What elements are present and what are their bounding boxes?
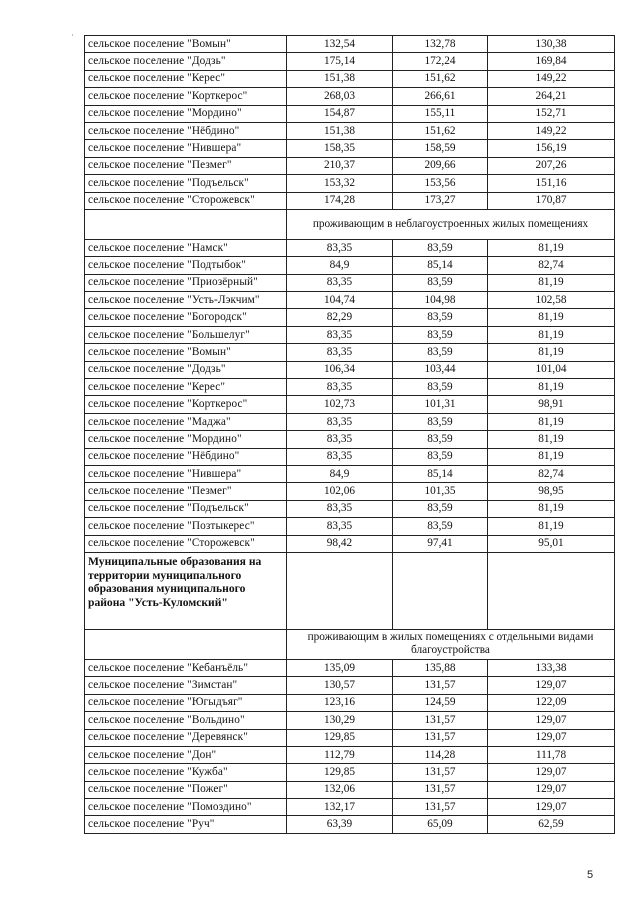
table-row xyxy=(85,448,615,465)
empty-cell xyxy=(85,209,287,239)
settlement-name: сельское поселение "Руч" xyxy=(85,816,287,833)
table-row xyxy=(85,500,615,517)
value-col-1: 112,79 xyxy=(287,746,393,763)
table-row xyxy=(85,157,615,174)
empty-cell xyxy=(287,552,393,629)
table-row xyxy=(85,36,615,53)
value-col-1: 129,85 xyxy=(287,729,393,746)
municipality-title: Муниципальные образования на территории муниципального образования муниципального района "Усть-Куломский" xyxy=(85,552,287,629)
value-col-3: 81,19 xyxy=(488,431,615,448)
settlement-name: сельское поселение "Сторожевск" xyxy=(85,535,287,552)
table-row xyxy=(85,379,615,396)
value-col-2: 85,14 xyxy=(393,465,488,482)
settlement-name: сельское поселение "Мордино" xyxy=(85,105,287,122)
settlement-name: сельское поселение "Вомын" xyxy=(85,344,287,361)
value-col-3: 129,07 xyxy=(488,712,615,729)
value-col-1: 130,57 xyxy=(287,677,393,694)
value-col-2: 266,61 xyxy=(393,88,488,105)
value-col-1: 132,17 xyxy=(287,799,393,816)
settlement-name: сельское поселение "Сторожевск" xyxy=(85,192,287,209)
value-col-2: 209,66 xyxy=(393,157,488,174)
value-col-2: 83,59 xyxy=(393,344,488,361)
value-col-1: 102,06 xyxy=(287,483,393,500)
settlement-name: сельское поселение "Зимстан" xyxy=(85,677,287,694)
value-col-2: 131,57 xyxy=(393,764,488,781)
value-col-3: 149,22 xyxy=(488,70,615,87)
table-row xyxy=(85,431,615,448)
table-row xyxy=(85,239,615,256)
settlement-name: сельское поселение "Керес" xyxy=(85,70,287,87)
value-col-3: 81,19 xyxy=(488,413,615,430)
value-col-2: 104,98 xyxy=(393,292,488,309)
value-col-3: 111,78 xyxy=(488,746,615,763)
settlement-name: сельское поселение "Югыдъяг" xyxy=(85,694,287,711)
empty-cell xyxy=(85,629,287,659)
settlement-name: сельское поселение "Нёбдино" xyxy=(85,122,287,139)
scan-mark: · xyxy=(71,30,74,40)
settlement-name: сельское поселение "Помоздино" xyxy=(85,799,287,816)
settlement-name: сельское поселение "Корткерос" xyxy=(85,396,287,413)
table-row xyxy=(85,274,615,291)
value-col-1: 102,73 xyxy=(287,396,393,413)
settlement-name: сельское поселение "Усть-Лэкчим" xyxy=(85,292,287,309)
value-col-2: 83,59 xyxy=(393,518,488,535)
table-row xyxy=(85,712,615,729)
settlement-name: сельское поселение "Додзь" xyxy=(85,53,287,70)
table-row xyxy=(85,396,615,413)
table-row xyxy=(85,175,615,192)
value-col-3: 207,26 xyxy=(488,157,615,174)
value-col-2: 155,11 xyxy=(393,105,488,122)
value-col-3: 122,09 xyxy=(488,694,615,711)
value-col-2: 83,59 xyxy=(393,326,488,343)
table-row xyxy=(85,105,615,122)
value-col-1: 83,35 xyxy=(287,500,393,517)
value-col-1: 132,54 xyxy=(287,36,393,53)
value-col-2: 65,09 xyxy=(393,816,488,833)
value-col-3: 170,87 xyxy=(488,192,615,209)
value-col-3: 81,19 xyxy=(488,344,615,361)
settlement-name: сельское поселение "Мордино" xyxy=(85,431,287,448)
value-col-3: 81,19 xyxy=(488,239,615,256)
value-col-3: 130,38 xyxy=(488,36,615,53)
value-col-2: 83,59 xyxy=(393,431,488,448)
value-col-3: 82,74 xyxy=(488,257,615,274)
value-col-3: 129,07 xyxy=(488,677,615,694)
value-col-2: 151,62 xyxy=(393,122,488,139)
settlement-name: сельское поселение "Подъельск" xyxy=(85,500,287,517)
value-col-1: 83,35 xyxy=(287,344,393,361)
settlement-name: сельское поселение "Приозёрный" xyxy=(85,274,287,291)
value-col-1: 83,35 xyxy=(287,413,393,430)
value-col-3: 81,19 xyxy=(488,500,615,517)
settlement-name: сельское поселение "Дон" xyxy=(85,746,287,763)
settlement-name: сельское поселение "Намск" xyxy=(85,239,287,256)
settlement-name: сельское поселение "Пожег" xyxy=(85,781,287,798)
settlement-name: сельское поселение "Кужба" xyxy=(85,764,287,781)
value-col-3: 98,95 xyxy=(488,483,615,500)
table-row xyxy=(85,816,615,833)
settlement-name: сельское поселение "Керес" xyxy=(85,379,287,396)
value-col-1: 106,34 xyxy=(287,361,393,378)
table-row xyxy=(85,326,615,343)
table-row xyxy=(85,122,615,139)
value-col-1: 83,35 xyxy=(287,326,393,343)
table-row xyxy=(85,764,615,781)
value-col-1: 130,29 xyxy=(287,712,393,729)
value-col-3: 156,19 xyxy=(488,140,615,157)
value-col-3: 81,19 xyxy=(488,448,615,465)
value-col-2: 135,88 xyxy=(393,659,488,676)
value-col-3: 152,71 xyxy=(488,105,615,122)
value-col-2: 131,57 xyxy=(393,677,488,694)
table-row xyxy=(85,781,615,798)
value-col-1: 158,35 xyxy=(287,140,393,157)
value-col-2: 173,27 xyxy=(393,192,488,209)
value-col-1: 84,9 xyxy=(287,257,393,274)
value-col-2: 158,59 xyxy=(393,140,488,157)
value-col-3: 149,22 xyxy=(488,122,615,139)
value-col-1: 174,28 xyxy=(287,192,393,209)
value-col-2: 153,56 xyxy=(393,175,488,192)
value-col-1: 153,32 xyxy=(287,175,393,192)
table-row xyxy=(85,309,615,326)
value-col-3: 98,91 xyxy=(488,396,615,413)
value-col-3: 81,19 xyxy=(488,274,615,291)
value-col-1: 104,74 xyxy=(287,292,393,309)
settlement-name: сельское поселение "Богородск" xyxy=(85,309,287,326)
settlement-name: сельское поселение "Вольдино" xyxy=(85,712,287,729)
value-col-1: 83,35 xyxy=(287,239,393,256)
section-header-row xyxy=(85,629,615,659)
settlement-name: сельское поселение "Нёбдино" xyxy=(85,448,287,465)
value-col-3: 169,84 xyxy=(488,53,615,70)
empty-cell xyxy=(393,552,488,629)
value-col-3: 62,59 xyxy=(488,816,615,833)
settlement-name: сельское поселение "Вомын" xyxy=(85,36,287,53)
table-row xyxy=(85,518,615,535)
settlement-name: сельское поселение "Пезмег" xyxy=(85,157,287,174)
page-number: 5 xyxy=(587,869,594,881)
section-header-label: проживающим в неблагоустроенных жилых помещениях xyxy=(287,209,615,239)
table-row xyxy=(85,361,615,378)
value-col-2: 97,41 xyxy=(393,535,488,552)
settlement-name: сельское поселение "Деревянск" xyxy=(85,729,287,746)
settlement-name: сельское поселение "Корткерос" xyxy=(85,88,287,105)
value-col-1: 268,03 xyxy=(287,88,393,105)
empty-cell xyxy=(488,552,615,629)
value-col-1: 132,06 xyxy=(287,781,393,798)
value-col-2: 83,59 xyxy=(393,274,488,291)
settlement-name: сельское поселение "Додзь" xyxy=(85,361,287,378)
value-col-1: 135,09 xyxy=(287,659,393,676)
value-col-3: 95,01 xyxy=(488,535,615,552)
table-row xyxy=(85,70,615,87)
value-col-3: 129,07 xyxy=(488,781,615,798)
value-col-2: 132,78 xyxy=(393,36,488,53)
settlement-name: сельское поселение "Пезмег" xyxy=(85,483,287,500)
value-col-1: 83,35 xyxy=(287,431,393,448)
municipality-header-row xyxy=(85,552,615,629)
value-col-3: 151,16 xyxy=(488,175,615,192)
value-col-3: 81,19 xyxy=(488,518,615,535)
section-header-label: проживающим в жилых помещениях с отдельными видами благоустройства xyxy=(287,629,615,659)
value-col-1: 98,42 xyxy=(287,535,393,552)
value-col-2: 83,59 xyxy=(393,309,488,326)
table-row xyxy=(85,53,615,70)
value-col-2: 172,24 xyxy=(393,53,488,70)
value-col-1: 151,38 xyxy=(287,70,393,87)
value-col-1: 83,35 xyxy=(287,518,393,535)
value-col-3: 264,21 xyxy=(488,88,615,105)
table-row xyxy=(85,799,615,816)
table-row xyxy=(85,694,615,711)
settlement-name: сельское поселение "Маджа" xyxy=(85,413,287,430)
value-col-3: 129,07 xyxy=(488,729,615,746)
value-col-2: 114,28 xyxy=(393,746,488,763)
value-col-1: 123,16 xyxy=(287,694,393,711)
table-row xyxy=(85,483,615,500)
settlement-name: сельское поселение "Подъельск" xyxy=(85,175,287,192)
table-row xyxy=(85,257,615,274)
settlement-name: сельское поселение "Подтыбок" xyxy=(85,257,287,274)
table-row xyxy=(85,659,615,676)
value-col-2: 131,57 xyxy=(393,729,488,746)
table-row xyxy=(85,465,615,482)
value-col-1: 210,37 xyxy=(287,157,393,174)
value-col-1: 83,35 xyxy=(287,448,393,465)
value-col-1: 151,38 xyxy=(287,122,393,139)
value-col-2: 101,35 xyxy=(393,483,488,500)
value-col-2: 83,59 xyxy=(393,413,488,430)
table-row xyxy=(85,344,615,361)
value-col-2: 83,59 xyxy=(393,500,488,517)
value-col-2: 131,57 xyxy=(393,712,488,729)
section-header-row xyxy=(85,209,615,239)
value-col-1: 82,29 xyxy=(287,309,393,326)
value-col-2: 85,14 xyxy=(393,257,488,274)
value-col-2: 83,59 xyxy=(393,379,488,396)
value-col-2: 83,59 xyxy=(393,448,488,465)
value-col-1: 63,39 xyxy=(287,816,393,833)
table-row xyxy=(85,535,615,552)
value-col-1: 154,87 xyxy=(287,105,393,122)
table-row xyxy=(85,677,615,694)
value-col-3: 82,74 xyxy=(488,465,615,482)
value-col-2: 103,44 xyxy=(393,361,488,378)
value-col-3: 81,19 xyxy=(488,326,615,343)
value-col-1: 83,35 xyxy=(287,379,393,396)
settlement-name: сельское поселение "Позтыкерес" xyxy=(85,518,287,535)
table-row xyxy=(85,292,615,309)
value-col-3: 129,07 xyxy=(488,764,615,781)
value-col-3: 133,38 xyxy=(488,659,615,676)
table-row xyxy=(85,413,615,430)
table-row xyxy=(85,729,615,746)
value-col-3: 81,19 xyxy=(488,309,615,326)
value-col-2: 131,57 xyxy=(393,781,488,798)
value-col-2: 131,57 xyxy=(393,799,488,816)
table-row xyxy=(85,88,615,105)
settlement-name: сельское поселение "Нившера" xyxy=(85,140,287,157)
value-col-1: 84,9 xyxy=(287,465,393,482)
value-col-1: 175,14 xyxy=(287,53,393,70)
value-col-2: 151,62 xyxy=(393,70,488,87)
value-col-3: 102,58 xyxy=(488,292,615,309)
table-row xyxy=(85,192,615,209)
value-col-2: 83,59 xyxy=(393,239,488,256)
settlement-name: сельское поселение "Большелуг" xyxy=(85,326,287,343)
value-col-3: 129,07 xyxy=(488,799,615,816)
settlement-name: сельское поселение "Кебанъёль" xyxy=(85,659,287,676)
value-col-3: 81,19 xyxy=(488,379,615,396)
tariff-table xyxy=(84,35,615,834)
value-col-1: 129,85 xyxy=(287,764,393,781)
value-col-2: 101,31 xyxy=(393,396,488,413)
tariff-table-body xyxy=(85,36,615,834)
value-col-2: 124,59 xyxy=(393,694,488,711)
settlement-name: сельское поселение "Нившера" xyxy=(85,465,287,482)
value-col-1: 83,35 xyxy=(287,274,393,291)
table-row xyxy=(85,746,615,763)
table-row xyxy=(85,140,615,157)
value-col-3: 101,04 xyxy=(488,361,615,378)
